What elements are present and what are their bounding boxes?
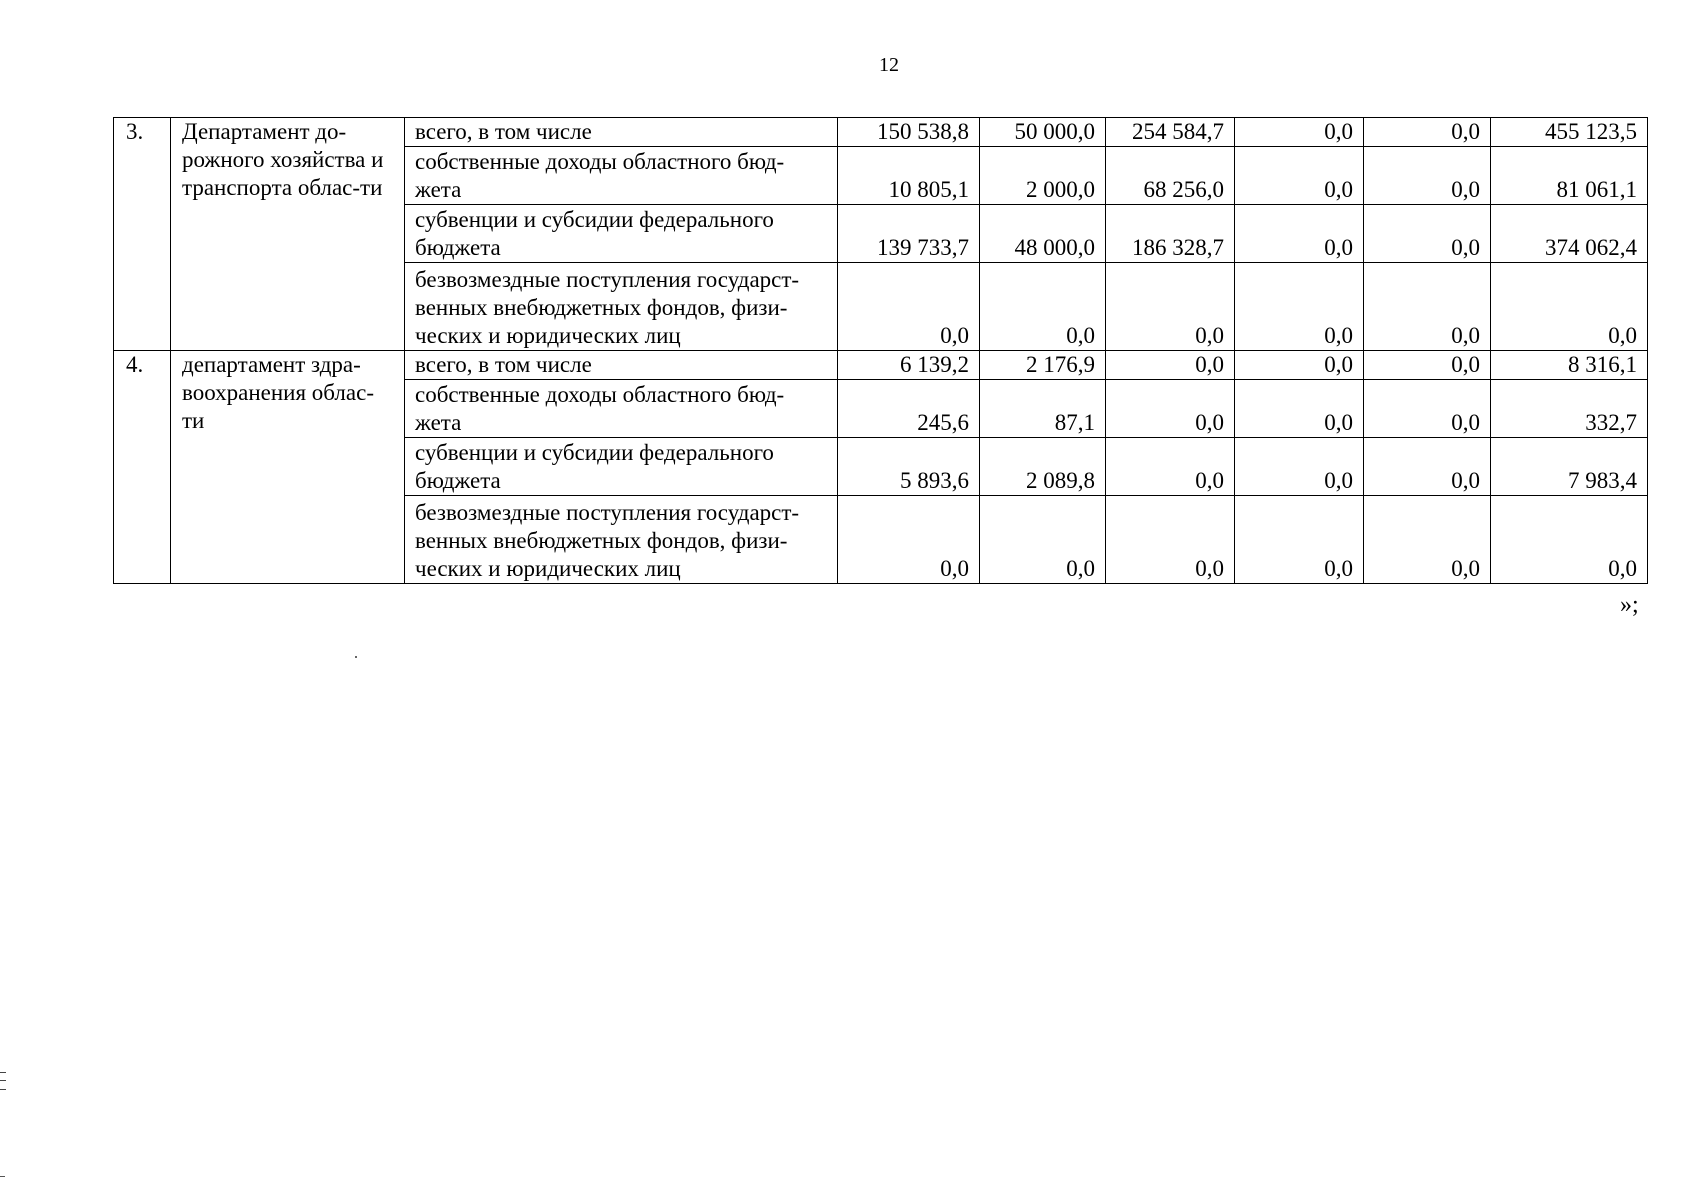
scan-artifact <box>355 656 357 658</box>
value-cell: 0,0 <box>1106 496 1235 584</box>
value-cell: 186 328,7 <box>1106 205 1235 263</box>
value-cell: 2 176,9 <box>980 351 1106 380</box>
scan-artifact <box>0 1072 6 1090</box>
value-cell: 0,0 <box>1364 263 1491 351</box>
value-cell: 0,0 <box>838 263 980 351</box>
value-cell: 7 983,4 <box>1491 438 1648 496</box>
value-cell: 0,0 <box>1235 118 1364 147</box>
value-cell: 0,0 <box>1364 205 1491 263</box>
value-cell: 139 733,7 <box>838 205 980 263</box>
value-cell: 0,0 <box>1235 205 1364 263</box>
value-cell: 2 089,8 <box>980 438 1106 496</box>
value-cell: 0,0 <box>980 496 1106 584</box>
value-cell: 374 062,4 <box>1491 205 1648 263</box>
value-cell: 81 061,1 <box>1491 147 1648 205</box>
funding-label: собственные доходы областного бюд-жета <box>405 380 838 438</box>
value-cell: 87,1 <box>980 380 1106 438</box>
value-cell: 0,0 <box>1364 380 1491 438</box>
value-cell: 48 000,0 <box>980 205 1106 263</box>
value-cell: 8 316,1 <box>1491 351 1648 380</box>
value-cell: 0,0 <box>1364 496 1491 584</box>
value-cell: 0,0 <box>1106 438 1235 496</box>
value-cell: 150 538,8 <box>838 118 980 147</box>
scan-artifact <box>0 1176 5 1177</box>
row-number: 3. <box>114 118 171 351</box>
value-cell: 245,6 <box>838 380 980 438</box>
value-cell: 0,0 <box>1491 263 1648 351</box>
value-cell: 0,0 <box>1106 263 1235 351</box>
funding-label: всего, в том числе <box>405 351 838 380</box>
value-cell: 6 139,2 <box>838 351 980 380</box>
page-number: 12 <box>879 54 899 76</box>
table-row <box>114 351 1648 380</box>
value-cell: 0,0 <box>980 263 1106 351</box>
value-cell: 254 584,7 <box>1106 118 1235 147</box>
value-cell: 0,0 <box>1235 496 1364 584</box>
department-name: департамент здра-воохранения облас-ти <box>171 351 405 584</box>
funding-label: субвенции и субсидии федерального бюджета <box>405 205 838 263</box>
value-cell: 0,0 <box>1235 380 1364 438</box>
funding-label: собственные доходы областного бюд-жета <box>405 147 838 205</box>
value-cell: 10 805,1 <box>838 147 980 205</box>
value-cell: 0,0 <box>1364 351 1491 380</box>
value-cell: 0,0 <box>1235 263 1364 351</box>
value-cell: 68 256,0 <box>1106 147 1235 205</box>
value-cell: 455 123,5 <box>1491 118 1648 147</box>
value-cell: 0,0 <box>1235 147 1364 205</box>
funding-label: безвозмездные поступления государст-венных внебюджетных фондов, физи-ческих и юридических лиц <box>405 263 838 351</box>
value-cell: 0,0 <box>1235 351 1364 380</box>
department-name: Департамент до-рожного хозяйства и транспорта облас-ти <box>171 118 405 351</box>
value-cell: 0,0 <box>1364 147 1491 205</box>
value-cell: 0,0 <box>1106 351 1235 380</box>
row-number: 4. <box>114 351 171 584</box>
value-cell: 0,0 <box>1364 118 1491 147</box>
value-cell: 50 000,0 <box>980 118 1106 147</box>
value-cell: 0,0 <box>1491 496 1648 584</box>
funding-label: всего, в том числе <box>405 118 838 147</box>
value-cell: 0,0 <box>838 496 980 584</box>
table-row <box>114 118 1648 147</box>
value-cell: 0,0 <box>1235 438 1364 496</box>
value-cell: 0,0 <box>1106 380 1235 438</box>
value-cell: 2 000,0 <box>980 147 1106 205</box>
funding-label: безвозмездные поступления государст-венных внебюджетных фондов, физи-ческих и юридических лиц <box>405 496 838 584</box>
value-cell: 332,7 <box>1491 380 1648 438</box>
closing-quote: »; <box>1620 592 1639 618</box>
value-cell: 0,0 <box>1364 438 1491 496</box>
budget-table <box>113 117 1648 584</box>
funding-label: субвенции и субсидии федерального бюджета <box>405 438 838 496</box>
value-cell: 5 893,6 <box>838 438 980 496</box>
